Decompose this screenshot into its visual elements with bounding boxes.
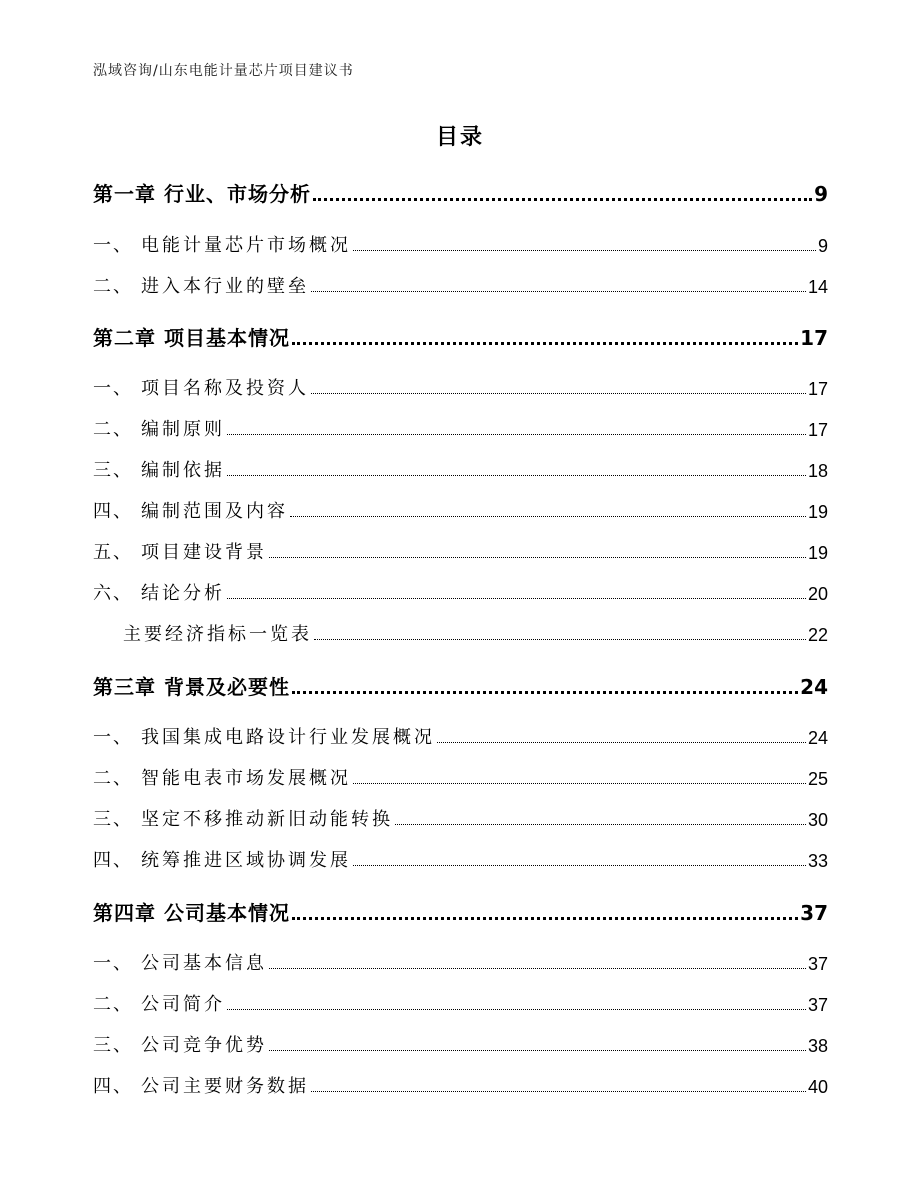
toc-page: 24: [800, 675, 828, 699]
toc-label: 公司简介: [141, 994, 225, 1015]
dot-leader: [353, 782, 806, 784]
toc-page: 37: [807, 995, 828, 1015]
toc-section[interactable]: [93, 380, 828, 398]
toc-num: 一、: [93, 727, 133, 748]
toc-page: 24: [807, 728, 828, 748]
toc-section[interactable]: [93, 462, 828, 480]
toc-num: 二、: [93, 276, 133, 297]
toc-num: 二、: [93, 768, 133, 789]
dot-leader: [227, 433, 806, 435]
toc-page: 18: [807, 461, 828, 481]
toc-label: 公司主要财务数据: [141, 1076, 309, 1097]
toc-page: 25: [807, 769, 828, 789]
toc-section[interactable]: [93, 996, 828, 1014]
toc-num: 三、: [93, 460, 133, 481]
toc-num: 四、: [93, 1076, 133, 1097]
toc-chapter-3[interactable]: [93, 677, 828, 697]
dot-leader: [269, 556, 806, 558]
toc-section[interactable]: [93, 811, 828, 829]
toc-section[interactable]: [93, 852, 828, 870]
toc-section[interactable]: [93, 1037, 828, 1055]
toc-label: 第四章 公司基本情况: [93, 901, 290, 925]
dot-leader: [353, 249, 816, 251]
dot-leader: [269, 1049, 806, 1051]
toc-num: 一、: [93, 953, 133, 974]
dot-leader: [227, 474, 806, 476]
dot-leader: [311, 1090, 806, 1092]
toc-label: 主要经济指标一览表: [123, 624, 312, 645]
toc-section[interactable]: [93, 955, 828, 973]
dot-leader: [292, 916, 798, 920]
dot-leader: [227, 1008, 806, 1010]
toc-num: 二、: [93, 994, 133, 1015]
toc-label: 电能计量芯片市场概况: [141, 235, 351, 256]
toc-num: 三、: [93, 1035, 133, 1056]
dot-leader: [314, 638, 806, 640]
toc-label: 进入本行业的壁垒: [141, 276, 309, 297]
toc-label: 公司竞争优势: [141, 1035, 267, 1056]
toc-label: 第一章 行业、市场分析: [93, 182, 311, 206]
toc-label: 编制原则: [141, 419, 225, 440]
dot-leader: [437, 741, 806, 743]
toc-page: 37: [807, 954, 828, 974]
toc-label: 编制范围及内容: [141, 501, 288, 522]
toc-label: 第三章 背景及必要性: [93, 675, 290, 699]
toc-section[interactable]: [93, 770, 828, 788]
toc-page: 17: [807, 379, 828, 399]
toc-page: 19: [807, 502, 828, 522]
toc-label: 编制依据: [141, 460, 225, 481]
toc-num: 四、: [93, 850, 133, 871]
dot-leader: [395, 823, 806, 825]
toc-section[interactable]: [93, 278, 828, 296]
toc-page: 14: [807, 277, 828, 297]
toc-num: 三、: [93, 809, 133, 830]
toc-label: 项目建设背景: [141, 542, 267, 563]
toc-label: 我国集成电路设计行业发展概况: [141, 727, 435, 748]
dot-leader: [313, 197, 812, 201]
dot-leader: [269, 967, 806, 969]
dot-leader: [353, 864, 806, 866]
toc-num: 二、: [93, 419, 133, 440]
toc-page: 9: [814, 182, 828, 206]
toc-section[interactable]: [93, 544, 828, 562]
toc-num: 一、: [93, 378, 133, 399]
toc-section[interactable]: [93, 503, 828, 521]
toc-page: 37: [800, 901, 828, 925]
toc-page: 33: [807, 851, 828, 871]
toc-chapter-4[interactable]: [93, 903, 828, 923]
toc-page: 19: [807, 543, 828, 563]
toc-num: 五、: [93, 542, 133, 563]
toc-page: 38: [807, 1036, 828, 1056]
toc-label: 第二章 项目基本情况: [93, 326, 290, 350]
toc-page: 22: [807, 625, 828, 645]
toc-chapter-1[interactable]: [93, 184, 828, 204]
toc-num: 四、: [93, 501, 133, 522]
toc-page: 17: [807, 420, 828, 440]
dot-leader: [311, 290, 806, 292]
toc-section[interactable]: [93, 626, 828, 644]
toc-label: 统筹推进区域协调发展: [141, 850, 351, 871]
toc-num: 一、: [93, 235, 133, 256]
toc-section[interactable]: [93, 585, 828, 603]
toc-label: 坚定不移推动新旧动能转换: [141, 809, 393, 830]
toc-label: 项目名称及投资人: [141, 378, 309, 399]
toc-chapter-2[interactable]: [93, 328, 828, 348]
toc-page: 9: [817, 236, 828, 256]
toc-section[interactable]: [93, 729, 828, 747]
page-title: 目录: [435, 125, 484, 150]
toc-section[interactable]: [93, 1078, 828, 1096]
dot-leader: [311, 392, 806, 394]
toc-section[interactable]: [93, 421, 828, 439]
toc-page: 40: [807, 1077, 828, 1097]
toc-label: 公司基本信息: [141, 953, 267, 974]
toc-page: 30: [807, 810, 828, 830]
toc-page: 17: [800, 326, 828, 350]
toc-page: 20: [807, 584, 828, 604]
toc-label: 结论分析: [141, 583, 225, 604]
toc-section[interactable]: [93, 237, 828, 255]
toc-num: 六、: [93, 583, 133, 604]
dot-leader: [290, 515, 806, 517]
dot-leader: [292, 690, 798, 694]
toc-label: 智能电表市场发展概况: [141, 768, 351, 789]
dot-leader: [292, 341, 798, 345]
document-header: 泓域咨询/山东电能计量芯片项目建议书: [93, 63, 354, 79]
dot-leader: [227, 597, 806, 599]
